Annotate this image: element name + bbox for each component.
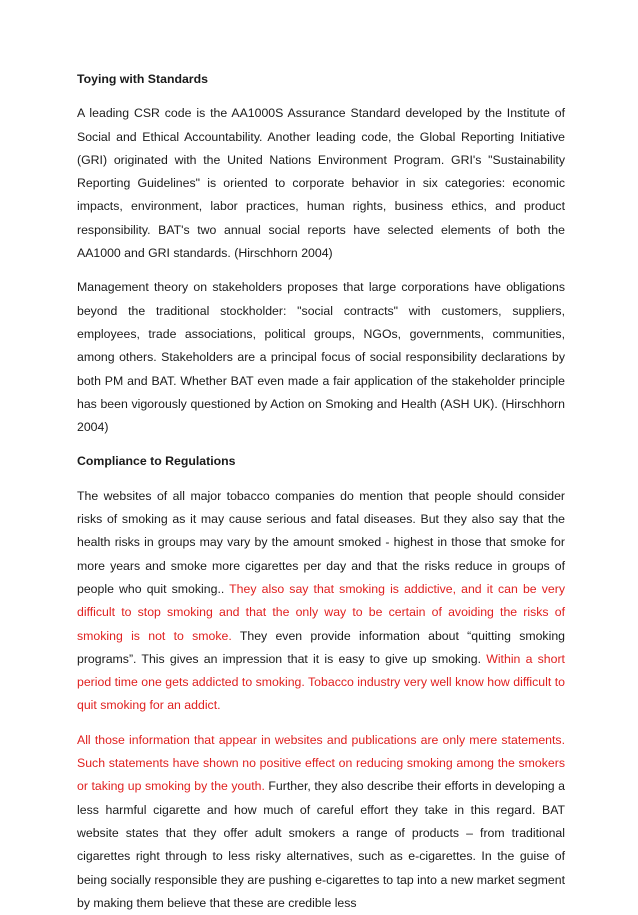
- spacer: [77, 439, 565, 450]
- paragraph-text: They even provide information about “quitting smoking programs”. This gives an impression that it is easy to give up smoking.: [77, 628, 565, 666]
- paragraph-text: The websites of all major tobacco companies do mention that people should consider risks of smoking as it may cause serious and fatal diseases. But they also say that the health risks in groups may vary by the amount smoked - highest in those that smoke for more years and smoke more cigarettes per day and that the risks reduce in groups of people who quit smoking..: [77, 488, 565, 596]
- spacer: [77, 474, 565, 485]
- highlighted-text: Within a short period time one gets addicted to smoking. Tobacco industry very well know how difficult to quit smoking for an addict.: [77, 651, 565, 713]
- highlighted-text: They also say that smoking is addictive, and it can be very difficult to stop smoking and that the only way to be certain of avoiding the risks of smoking is not to smoke.: [77, 581, 565, 643]
- paragraph-website-risk-statements: [77, 485, 565, 718]
- highlighted-text: All those information that appear in websites and publications are only mere statements. Such statements have shown no positive effect on reducing smoking among the smokers or taking up smoking by the youth.: [77, 732, 565, 794]
- paragraph-text: Further, they also describe their efforts in developing a less harmful cigarette and how much of careful effort they take in this regard. BAT website states that they offer adult smokers a range of products – from traditional cigarettes right through to less risky alternatives, such as e-cigarettes. In the guise of being socially responsible they are pushing e-cigarettes to tap into a new market segment by making them believe that these are credible less: [77, 779, 565, 910]
- section-heading-compliance-to-regulations: Compliance to Regulations: [77, 454, 236, 469]
- paragraph-csr-codes: A leading CSR code is the AA1000S Assurance Standard developed by the Institute of Social and Ethical Accountability. Another leading code, the Global Reporting Initiative (GRI) originated with the United Nations Environment Program. GRI's "Sustainability Reporting Guidelines" is oriented to corporate behavior in six categories: economic impacts, environment, labor practices, human rights, business ethics, and product responsibility. BAT's two annual social reports have selected elements of both the AA1000 and GRI standards. (Hirschhorn 2004): [77, 106, 565, 261]
- spacer: [77, 718, 565, 729]
- section-heading-toying-with-standards: Toying with Standards: [77, 72, 208, 86]
- document-body: [77, 68, 565, 915]
- paragraph-stakeholder-theory: Management theory on stakeholders proposes that large corporations have obligations beyond the traditional stockholder: "social contracts" with customers, suppliers, employees, trade associations, political groups, NGOs, governments, communities, among others. Stakeholders are a principal focus of social responsibility declarations by both PM and BAT. Whether BAT even made a fair application of the stakeholder principle has been vigorously questioned by Action on Smoking and Health (ASH UK). (Hirschhorn 2004): [77, 280, 565, 435]
- spacer: [77, 91, 565, 102]
- paragraph-mere-statements: [77, 729, 565, 915]
- spacer: [77, 265, 565, 276]
